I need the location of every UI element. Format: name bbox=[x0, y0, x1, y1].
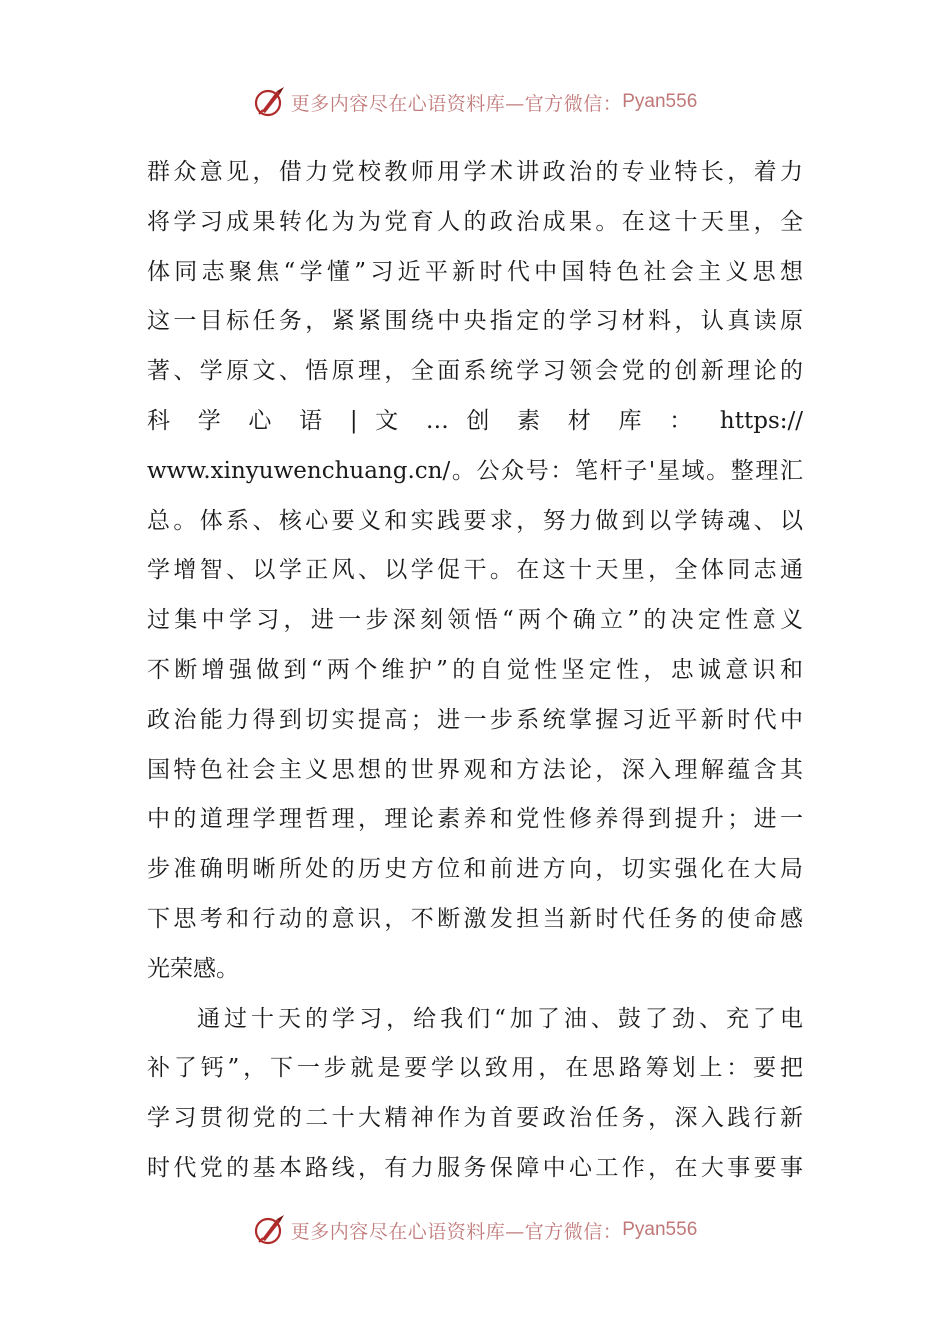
text-line: 补了钙”，下一步就是要学以致用，在思路筹划上：要把 bbox=[147, 1055, 803, 1082]
header-banner-text: 更多内容尽在心语资料库—官方微信： bbox=[290, 92, 623, 115]
text-line-paragraph-start: 通过十天的学习，给我们“加了油、鼓了劲、充了电 bbox=[197, 1005, 803, 1032]
text-line: 这一目标任务，紧紧围绕中央指定的学习材料，认真读原 bbox=[147, 308, 803, 335]
text-line: 中的道理学理哲理，理论素养和党性修养得到提升；进一 bbox=[147, 806, 803, 833]
text-line: 总。体系、核心要义和实践要求，努力做到以学铸魂、以 bbox=[147, 507, 803, 534]
text-line: 体同志聚焦“学懂”习近平新时代中国特色社会主义思想 bbox=[147, 258, 803, 285]
quill-pen-logo-icon bbox=[253, 1213, 287, 1247]
text-line: 群众意见，借力党校教师用学术讲政治的专业特长，着力 bbox=[147, 159, 803, 185]
text-line-with-link: 科 学 心 语 | 文 … 创 素 材 库 ： https:// bbox=[147, 407, 803, 434]
text-line: 下思考和行动的意识，不断激发担当新时代任务的使命感 bbox=[147, 905, 803, 932]
text-line-paragraph-end: 光荣感。 bbox=[147, 955, 239, 982]
text-line: 国特色社会主义思想的世界观和方法论，深入理解蕴含其 bbox=[147, 756, 803, 783]
text-line: 学增智、以学正风、以学促干。在这十天里，全体同志通 bbox=[147, 557, 803, 584]
header-banner bbox=[0, 82, 950, 122]
text-line: 步准确明晰所处的历史方位和前进方向，切实强化在大局 bbox=[147, 856, 803, 883]
document-body bbox=[147, 148, 803, 1194]
footer-banner-text: 更多内容尽在心语资料库—官方微信： bbox=[290, 1220, 623, 1243]
header-wechat-id: Pyan556 bbox=[622, 91, 698, 112]
text-line: 时代党的基本路线，有力服务保障中心工作，在大事要事 bbox=[147, 1154, 803, 1181]
text-line-with-url: www.xinyuwenchuang.cn/。公众号：笔杆子'星域。整理汇 bbox=[147, 457, 803, 484]
footer-wechat-id: Pyan556 bbox=[622, 1219, 698, 1240]
text-line: 不断增强做到“两个维护”的自觉性坚定性，忠诚意识和 bbox=[147, 656, 803, 683]
text-line: 著、学原文、悟原理，全面系统学习领会党的创新理论的 bbox=[147, 358, 803, 385]
text-line: 学习贯彻党的二十大精神作为首要政治任务，深入践行新 bbox=[147, 1105, 803, 1132]
quill-pen-logo-icon bbox=[253, 85, 287, 119]
footer-banner bbox=[0, 1210, 950, 1250]
text-line: 过集中学习，进一步深刻领悟“两个确立”的决定性意义 bbox=[147, 607, 803, 634]
text-line: 政治能力得到切实提高；进一步系统掌握习近平新时代中 bbox=[147, 706, 803, 733]
text-line: 将学习成果转化为为党育人的政治成果。在这十天里，全 bbox=[147, 208, 803, 235]
